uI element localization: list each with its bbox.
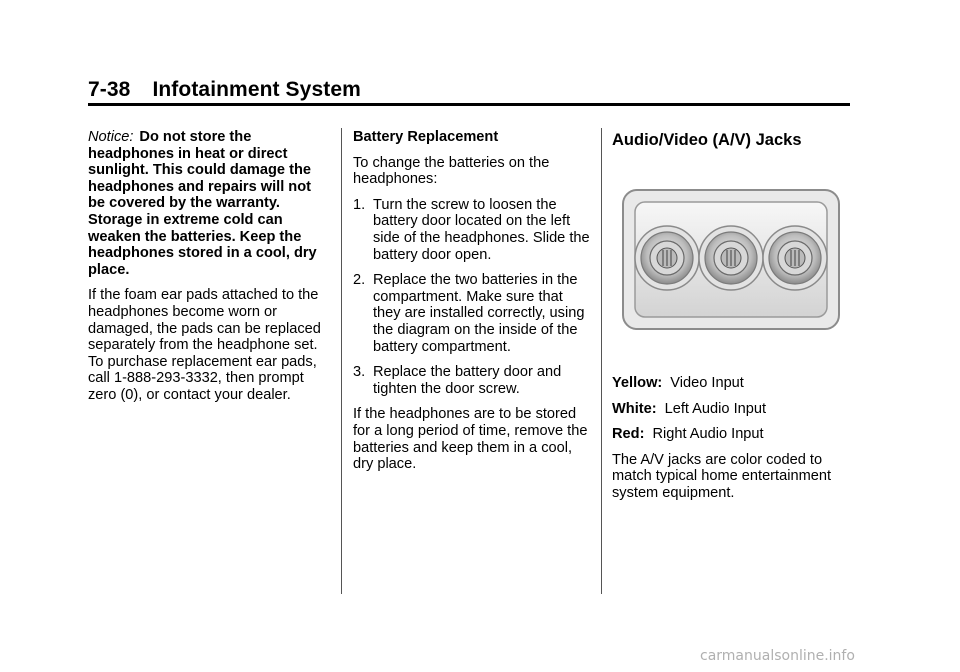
column-middle — [353, 129, 593, 482]
step-number: 2. — [353, 272, 366, 289]
jack-descriptions — [612, 375, 852, 511]
column-right — [612, 129, 852, 501]
av-jacks-heading: Audio/Video (A/V) Jacks — [612, 131, 802, 149]
notice-paragraph — [88, 129, 332, 278]
step-text: Replace the two batteries in the compartment. Make sure that they are installed correctly, using the diagram on the inside of the battery compartment. — [373, 272, 585, 355]
storage-paragraph: If the headphones are to be stored for a long period of time, remove the batteries and keep them in a cool, dry place. — [353, 406, 588, 473]
step-item — [353, 272, 593, 355]
step-text: Turn the screw to loosen the battery door located on the left side of the headphones. Slide the battery door open. — [373, 196, 590, 263]
step-number: 3. — [353, 364, 366, 381]
column-divider — [341, 128, 342, 594]
jack-yellow — [612, 375, 852, 392]
jack-right — [763, 226, 827, 290]
page-header — [88, 78, 361, 102]
battery-steps — [353, 197, 593, 398]
jack-desc: Video Input — [670, 375, 744, 391]
jack-desc: Left Audio Input — [664, 400, 767, 417]
step-number: 1. — [353, 196, 366, 213]
column-divider — [601, 128, 602, 594]
jack-red — [612, 426, 852, 443]
step-text: Replace the battery door and tighten the door screw. — [373, 364, 562, 397]
step-item — [353, 364, 593, 397]
jack-label: Red: — [612, 426, 645, 443]
page-number: 7-38 — [88, 78, 131, 101]
av-jacks-illustration — [621, 188, 841, 331]
av-closing-paragraph: The A/V jacks are color coded to match typical home entertainment system equipment. — [612, 451, 832, 501]
battery-replacement-heading: Battery Replacement — [353, 129, 499, 145]
jack-left — [635, 226, 699, 290]
header-rule — [88, 103, 850, 106]
jack-label: Yellow: — [612, 375, 663, 391]
section-title: Infotainment System — [152, 78, 361, 101]
step-item — [353, 197, 593, 263]
battery-intro: To change the batteries on the headphones: — [353, 154, 550, 188]
jack-label: White: — [612, 400, 657, 417]
jack-center — [699, 226, 763, 290]
notice-label: Notice: — [88, 129, 134, 145]
watermark: carmanualsonline.info — [700, 648, 855, 664]
column-left — [88, 129, 332, 413]
notice-text: Do not store the headphones in heat or direct sunlight. This could damage the headphones and repairs will not be covered by the warranty. Storage in extreme cold can weaken the batteries. Keep the headphones stored in a cool, dry place. — [88, 129, 317, 278]
jack-white — [612, 401, 852, 418]
jack-desc: Right Audio Input — [652, 426, 764, 443]
ear-pads-paragraph: If the foam ear pads attached to the headphones become worn or damaged, the pads can be replaced separately from the headphone set. To purchase replacement ear pads, call 1-888-293-3332, then prompt zero (0), or contact your dealer. — [88, 287, 321, 403]
